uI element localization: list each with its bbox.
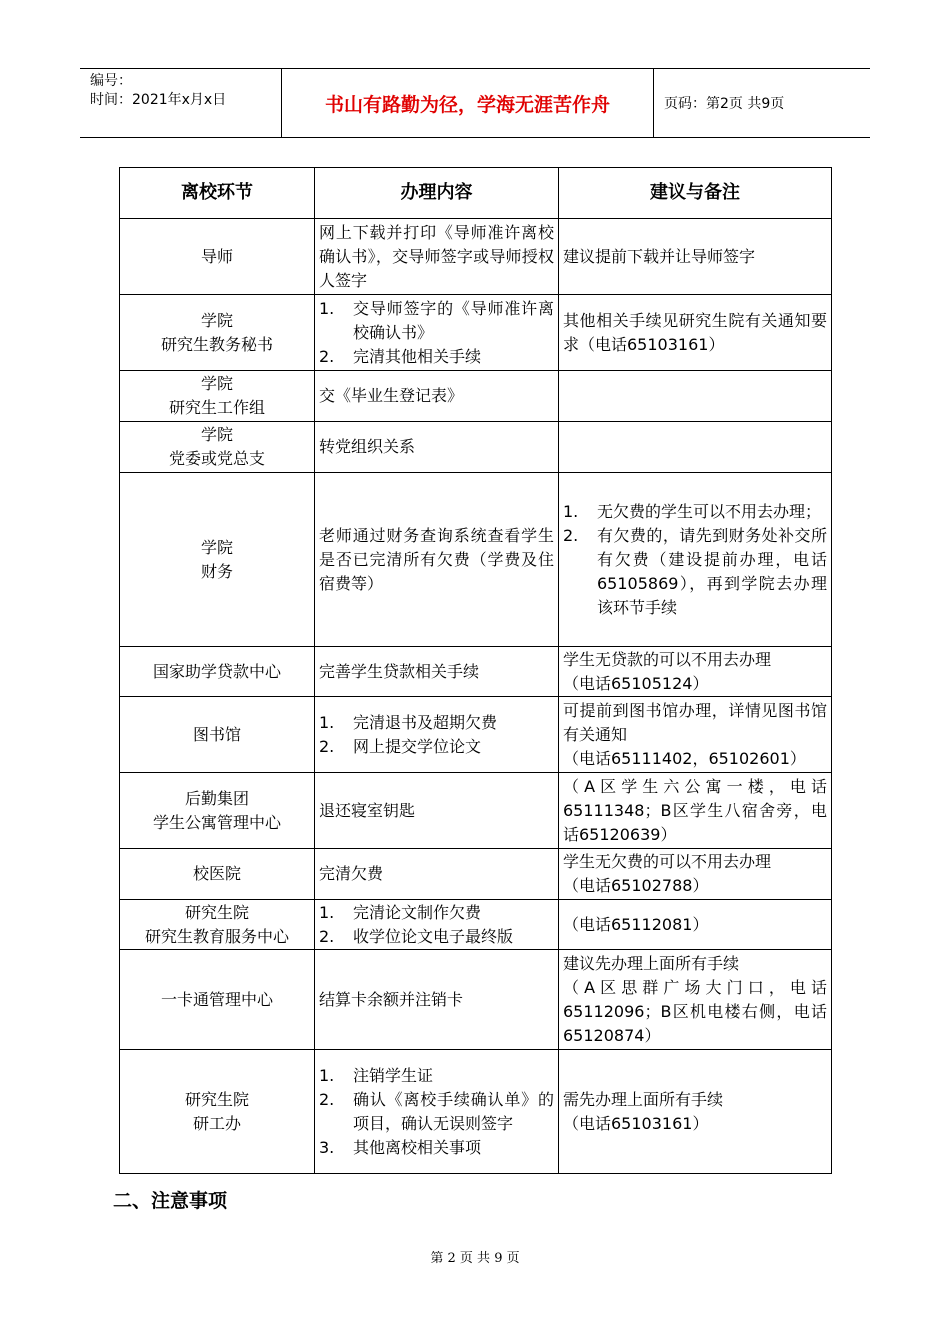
- content-text: 结算卡余额并注销卡: [319, 989, 464, 1009]
- stage-line: 学院: [200, 374, 233, 393]
- content-text: 退还寝室钥匙: [319, 800, 416, 820]
- list-item-number: 2.: [319, 736, 335, 756]
- note-line: （电话65102788）: [563, 876, 709, 895]
- table-row: [120, 900, 832, 950]
- content-cell: [315, 697, 559, 773]
- table-row: [120, 647, 832, 697]
- content-text: 交《毕业生登记表》: [319, 386, 464, 405]
- list-item-number: 2.: [563, 525, 579, 545]
- list-item-text: 交导师签字的《导师准许离校确认书》: [353, 298, 554, 342]
- content-cell: [315, 422, 559, 473]
- list-item-text: 其他离校相关事项: [353, 1137, 482, 1157]
- content-cell: [315, 950, 559, 1050]
- table-header-row: [120, 168, 832, 219]
- note-line: 建议先办理上面所有手续: [563, 953, 740, 973]
- list-item: [319, 297, 554, 345]
- table-row: [120, 697, 832, 773]
- content-text: 转党组织关系: [319, 437, 416, 456]
- table-row: [120, 1050, 832, 1174]
- stage-cell: [120, 422, 315, 473]
- document-date: 时间：2021年x月x日: [90, 92, 227, 108]
- stage-cell: [120, 1050, 315, 1174]
- header-meta: [80, 69, 282, 137]
- document-number-label: 编号：: [90, 73, 132, 89]
- page-footer: 第 2 页 共 9 页: [430, 1251, 520, 1266]
- content-cell: [315, 295, 559, 371]
- table-row: [120, 371, 832, 422]
- note-line: （A区学生六公寓一楼，电话65111348；B区学生八宿舍旁，电话65120639）: [563, 776, 827, 844]
- stage-line: 图书馆: [192, 724, 241, 744]
- list-item: [319, 1136, 554, 1160]
- note-line: （电话65111402，65102601）: [563, 748, 806, 768]
- table-row: [120, 422, 832, 473]
- stage-cell: [120, 219, 315, 295]
- stage-line: 校医院: [192, 864, 241, 883]
- table-row: [120, 295, 832, 371]
- stage-cell: [120, 473, 315, 647]
- stage-line: 学院: [200, 425, 233, 444]
- note-cell: [559, 900, 832, 950]
- list-item-text: 收学位论文电子最终版: [353, 926, 514, 946]
- list-item: [319, 735, 554, 759]
- note-line: （A区思群广场大门口，电话65112096；B区机电楼右侧，电话65120874）: [563, 977, 827, 1045]
- note-cell: [559, 773, 832, 849]
- stage-line: 研究生院: [184, 1089, 249, 1109]
- header-motto: 书山有路勤为径，学海无涯苦作舟: [282, 69, 654, 137]
- note-cell: [559, 422, 832, 473]
- stage-cell: [120, 900, 315, 950]
- note-cell: [559, 950, 832, 1050]
- header-page-info: 页码：第2页 共9页: [664, 96, 785, 112]
- list-item-number: 1.: [319, 1065, 335, 1085]
- content-cell: [315, 900, 559, 950]
- page-header: [80, 68, 870, 138]
- list-item-number: 1.: [319, 712, 335, 732]
- content-text: 完清欠费: [319, 864, 384, 883]
- content-cell: [315, 1050, 559, 1174]
- list-item: [563, 500, 827, 524]
- table-row: [120, 219, 832, 295]
- list-item-text: 网上提交学位论文: [353, 736, 482, 756]
- list-item: [563, 524, 827, 620]
- content-cell: [315, 647, 559, 697]
- stage-line: 学院: [200, 537, 233, 557]
- list-item-number: 2.: [319, 346, 335, 366]
- list-item: [319, 901, 554, 925]
- list-item-number: 2.: [319, 1089, 335, 1109]
- list-item-text: 注销学生证: [353, 1065, 434, 1085]
- note-cell: [559, 849, 832, 900]
- list-item-text: 有欠费的，请先到财务处补交所有欠费（建设提前办理，电话65105869），再到学院去办理该环节手续: [597, 525, 827, 617]
- stage-cell: [120, 950, 315, 1050]
- table-row: [120, 950, 832, 1050]
- list-item-text: 确认《离校手续确认单》的项目，确认无误则签字: [353, 1089, 554, 1133]
- list-item-number: 2.: [319, 926, 335, 946]
- list-item-text: 完清退书及超期欠费: [353, 712, 498, 732]
- stage-cell: [120, 849, 315, 900]
- list-item-text: 完清其他相关手续: [353, 346, 482, 366]
- stage-line: 学院: [200, 310, 233, 330]
- list-item-text: 完清论文制作欠费: [353, 902, 482, 922]
- list-item-number: 1.: [319, 902, 335, 922]
- note-line: （电话65103161）: [563, 1113, 709, 1133]
- stage-line: 研工办: [192, 1113, 241, 1133]
- content-cell: [315, 219, 559, 295]
- list-item: [319, 345, 554, 369]
- content-cell: [315, 371, 559, 422]
- table-row: [120, 473, 832, 647]
- note-line: 学生无欠费的可以不用去办理: [563, 852, 772, 871]
- list-item-number: 1.: [563, 501, 579, 521]
- note-line: 学生无贷款的可以不用去办理: [563, 649, 772, 669]
- stage-line: 财务: [200, 561, 233, 581]
- table-body: [120, 219, 832, 1174]
- list-item-text: 无欠费的学生可以不用去办理；: [597, 501, 822, 521]
- departure-procedure-table: [119, 167, 832, 1174]
- note-cell: [559, 473, 832, 647]
- note-line: 建议提前下载并让导师签字: [563, 246, 756, 266]
- section-title: 二、注意事项: [113, 1190, 228, 1212]
- list-item: [319, 711, 554, 735]
- note-cell: [559, 371, 832, 422]
- table-row: [120, 773, 832, 849]
- content-cell: [315, 473, 559, 647]
- column-header-stage: 离校环节: [120, 168, 315, 219]
- stage-line: 学生公寓管理中心: [152, 812, 281, 832]
- stage-line: 国家助学贷款中心: [152, 661, 281, 681]
- note-cell: [559, 697, 832, 773]
- stage-line: 研究生院: [184, 902, 249, 922]
- note-cell: [559, 647, 832, 697]
- content-cell: [315, 849, 559, 900]
- note-line: （电话65112081）: [563, 914, 709, 934]
- note-line: （电话65105124）: [563, 673, 709, 693]
- list-item: [319, 1064, 554, 1088]
- stage-cell: [120, 697, 315, 773]
- content-text: 网上下载并打印《导师准许离校确认书》，交导师签字或导师授权人签字: [319, 222, 554, 290]
- list-item: [319, 1088, 554, 1136]
- stage-line: 导师: [200, 246, 233, 266]
- note-cell: [559, 219, 832, 295]
- note-line: 可提前到图书馆办理，详情见图书馆有关通知: [563, 700, 827, 744]
- note-line: 其他相关手续见研究生院有关通知要求（电话65103161）: [563, 310, 827, 354]
- stage-line: 研究生工作组: [168, 398, 265, 417]
- stage-cell: [120, 295, 315, 371]
- stage-cell: [120, 773, 315, 849]
- content-text: 老师通过财务查询系统查看学生是否已完清所有欠费（学费及住宿费等）: [319, 525, 554, 593]
- note-line: 需先办理上面所有手续: [563, 1089, 724, 1109]
- note-cell: [559, 295, 832, 371]
- stage-line: 研究生教务秘书: [160, 334, 273, 354]
- column-header-content: 办理内容: [315, 168, 559, 219]
- stage-cell: [120, 371, 315, 422]
- stage-cell: [120, 647, 315, 697]
- content-cell: [315, 773, 559, 849]
- content-text: 完善学生贷款相关手续: [319, 661, 480, 681]
- note-cell: [559, 1050, 832, 1174]
- stage-line: 一卡通管理中心: [160, 989, 273, 1009]
- stage-line: 后勤集团: [184, 788, 249, 808]
- stage-line: 党委或党总支: [168, 449, 265, 468]
- list-item: [319, 925, 554, 949]
- table-row: [120, 849, 832, 900]
- list-item-number: 3.: [319, 1137, 335, 1157]
- list-item-number: 1.: [319, 298, 335, 318]
- column-header-notes: 建议与备注: [559, 168, 832, 219]
- stage-line: 研究生教育服务中心: [144, 926, 289, 946]
